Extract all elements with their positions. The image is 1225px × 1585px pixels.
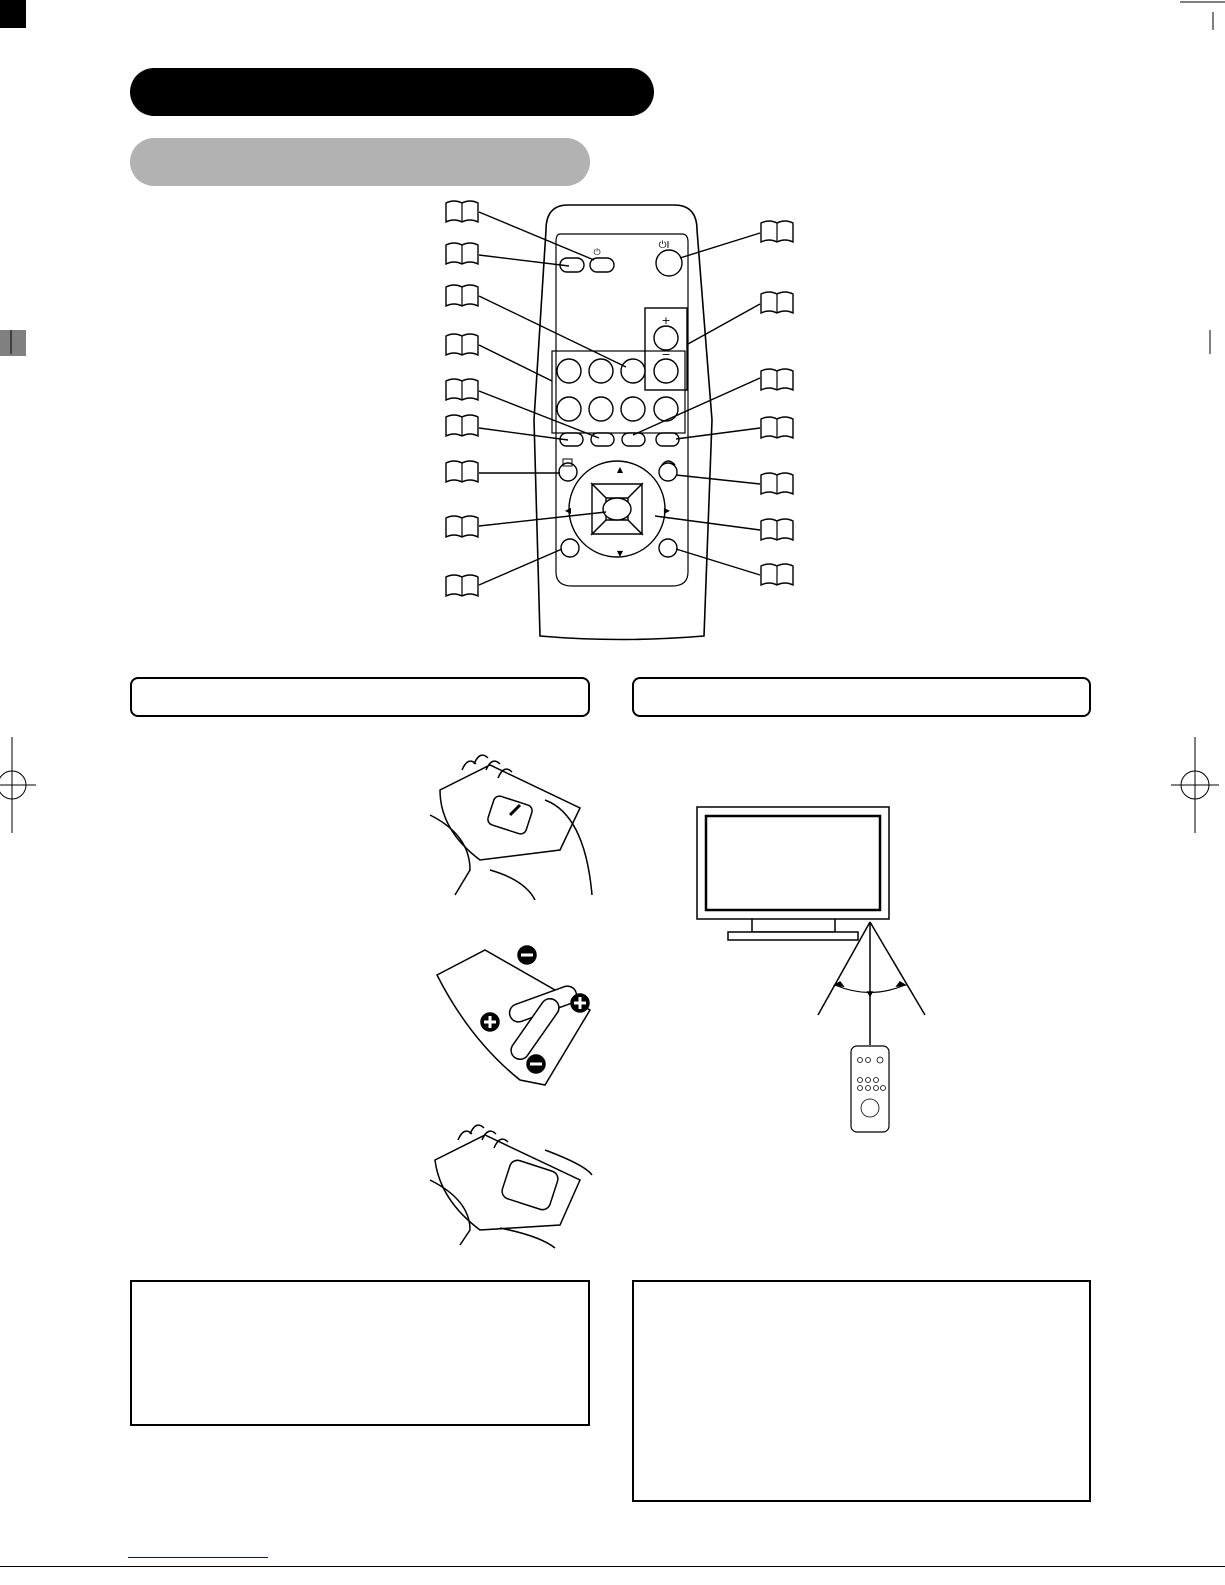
remote-volume-plus: + <box>661 314 671 327</box>
book-icon-left-6 <box>446 415 478 436</box>
remote-button-4 <box>557 397 581 421</box>
book-icon-right-3 <box>761 369 793 390</box>
remote-button-3 <box>621 359 645 383</box>
book-icon-right-7 <box>761 564 793 585</box>
remote-power-symbol: ⏻ <box>593 248 601 258</box>
remote-button-6 <box>621 397 645 421</box>
remote-button-volume-down <box>654 359 678 383</box>
remote-main-power-symbol: ⏻I <box>658 240 670 251</box>
display-outer-frame <box>697 807 889 919</box>
battery-step-2-illustration <box>437 946 590 1085</box>
book-icon-left-9 <box>446 575 478 596</box>
book-icon-right-6 <box>761 519 793 540</box>
battery-step-3-illustration <box>430 1125 592 1248</box>
remote-button-f4 <box>656 433 679 446</box>
remote-button-1 <box>557 359 581 383</box>
book-icon-left-2 <box>446 243 478 264</box>
book-icon-left-4 <box>446 334 478 355</box>
display-stand <box>728 932 858 940</box>
book-icon-right-1 <box>761 221 793 242</box>
crop-mark-top-right <box>1180 2 1225 30</box>
book-icon-right-4 <box>761 417 793 438</box>
remote-button-right-bottom <box>659 539 677 557</box>
remote-button-7 <box>654 397 678 421</box>
remote-button-return <box>659 463 677 481</box>
book-icon-left-3 <box>446 285 478 306</box>
book-icon-right-2 <box>761 292 793 313</box>
remote-down-arrow: ▼ <box>616 549 624 558</box>
crosshair-icon-left <box>0 737 36 833</box>
book-icon-left-1 <box>446 201 478 222</box>
remote-button-power <box>656 250 682 276</box>
remote-volume-minus: − <box>661 348 671 361</box>
remote-button-enter <box>603 498 631 520</box>
remote-button-2 <box>589 359 613 383</box>
battery-step-1-illustration <box>430 755 592 900</box>
remote-left-arrow: ◀ <box>564 506 572 515</box>
book-icon-left-8 <box>446 516 478 537</box>
remote-right-arrow: ▶ <box>663 506 671 515</box>
remote-button-volume-up <box>654 326 678 350</box>
remote-button-5 <box>589 397 613 421</box>
book-icon-right-5 <box>761 473 793 494</box>
book-icon-left-5 <box>446 379 478 400</box>
display-and-range-diagram <box>697 807 925 1132</box>
remote-button-left-bottom <box>561 539 579 557</box>
book-icon-left-7 <box>446 461 478 482</box>
remote-up-arrow: ▲ <box>616 465 624 474</box>
remote-button-f2 <box>591 433 614 446</box>
crosshair-icon-right <box>1171 737 1219 833</box>
